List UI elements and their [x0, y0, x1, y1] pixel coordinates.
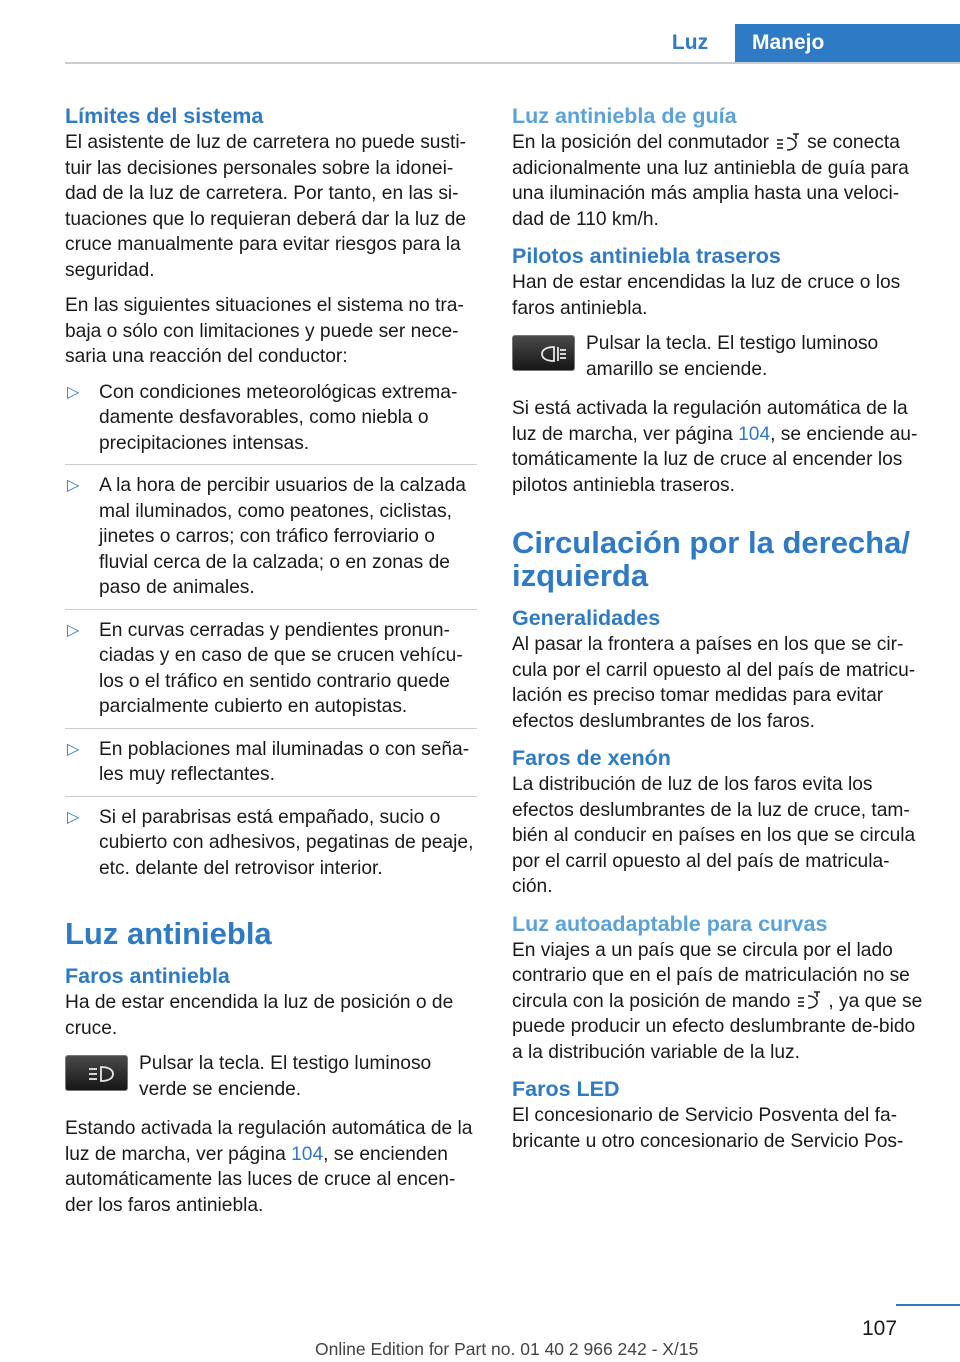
page-link[interactable]: 104 [738, 423, 771, 445]
right-column [512, 102, 927, 1164]
guia-text-b: se conecta adicionalmente una luz antiniebla de guía para una iluminación más amplia hasta una veloci-dad de 110 km/h. [512, 132, 909, 230]
faros-antiniebla-heading: Faros antiniebla [65, 964, 230, 988]
pilotos-p2-text-b: , se enciende au-tomáticamente la luz de cruce al encender los pilotos antiniebla traseros. [512, 423, 918, 496]
list-item [65, 473, 477, 610]
light-switch-icon [796, 990, 822, 1012]
limites-paragraph-2: En las siguientes situaciones el sistema no tra-baja o sólo con limitaciones y puede ser nece-saria una reacción del conductor: [65, 295, 464, 367]
guia-paragraph [512, 130, 927, 232]
curvas-text-b: , ya que se puede producir un efecto deslumbrante de-bido a la distribución variable de la luz. [512, 990, 923, 1063]
triangle-bullet-icon: ▷ [67, 808, 80, 826]
footer-divider [896, 1304, 960, 1306]
rear-fog-key-text: Pulsar la tecla. El testigo luminoso amarillo se enciende. [586, 333, 879, 380]
generalidades-paragraph: Al pasar la frontera a países en los que se cir-cula por el carril opuesto al del país de matricu-lación es preciso tomar medidas para evitar efectos deslumbrantes de los faros. [512, 634, 916, 732]
luz-antiniebla-heading: Luz antiniebla [65, 916, 272, 951]
header-tabs [645, 24, 960, 62]
circulacion-heading: Circulación por la derecha/ izquierda [512, 525, 910, 593]
led-heading: Faros LED [512, 1077, 620, 1101]
footer-edition: Online Edition for Part no. 01 40 2 966 242 - X/15 [315, 1339, 699, 1359]
guia-text-a: En la posición del conmutador [512, 132, 770, 153]
list-item-text: En curvas cerradas y pendientes pronun-ciadas y en caso de que se crucen vehícu-los o el tráfico en sentido contrario quede parcialmente cubierto en autopistas. [99, 619, 463, 717]
list-item [65, 380, 477, 466]
list-item-text: Con condiciones meteorológicas extrema-damente desfavorables, como niebla o precipitaciones intensas. [99, 381, 458, 454]
rear-fog-light-button[interactable] [512, 335, 575, 371]
triangle-bullet-icon: ▷ [67, 383, 80, 401]
page-link[interactable]: 104 [291, 1143, 324, 1165]
pilotos-heading: Pilotos antiniebla traseros [512, 244, 781, 268]
pilotos-p2-text-a: Si está activada la regulación automática de la luz de marcha, ver página [512, 398, 908, 445]
list-item [65, 805, 477, 890]
list-item-text: En poblaciones mal iluminadas o con seña-les muy reflectantes. [99, 738, 470, 785]
chapter-tab: Manejo [735, 24, 960, 62]
faros-p2-text-b: , se encienden automáticamente las luces de cruce al encen-der los faros antiniebla. [65, 1143, 456, 1216]
list-item [65, 737, 477, 797]
list-item-text: A la hora de percibir usuarios de la calzada mal iluminados, como peatones, ciclistas, jinetes o carros; con tráfico ferroviario o fluvial cerca de la calzada; o en zonas de paso de animales. [99, 475, 466, 598]
limitations-list [65, 380, 477, 890]
curvas-heading: Luz autoadaptable para curvas [512, 911, 828, 936]
front-fog-light-button[interactable] [65, 1055, 128, 1091]
led-paragraph: El concesionario de Servicio Posventa del fa-bricante u otro concesionario de Servicio Pos- [512, 1105, 904, 1152]
rear-fog-light-icon [534, 343, 568, 365]
left-column [65, 102, 477, 1228]
list-item [65, 618, 477, 729]
guia-heading: Luz antiniebla de guía [512, 104, 737, 128]
page-number: 107 [862, 1317, 898, 1340]
list-item-text: Si el parabrisas está empañado, sucio o cubierto con adhesivos, pegatinas de peaje, etc. delante del retrovisor interior. [99, 806, 474, 879]
front-fog-key-row [65, 1051, 477, 1102]
front-fog-key-text: Pulsar la tecla. El testigo luminoso verde se enciende. [139, 1053, 432, 1100]
triangle-bullet-icon: ▷ [67, 740, 80, 758]
triangle-bullet-icon: ▷ [67, 477, 80, 494]
curvas-text-a: En viajes a un país que se circula por el lado contrario que en el país de matriculación no se circula con la posición de mando [512, 939, 910, 1012]
pilotos-paragraph-2 [512, 396, 927, 498]
faros-p2-text-a: Estando activada la regulación automática de la luz de marcha, ver página [65, 1118, 473, 1165]
rear-fog-key-row [512, 331, 927, 382]
faros-paragraph-2 [65, 1116, 477, 1218]
front-fog-light-icon [87, 1063, 121, 1085]
faros-paragraph-1: Ha de estar encendida la luz de posición o de cruce. [65, 992, 454, 1039]
limites-heading: Límites del sistema [65, 104, 264, 128]
xenon-heading: Faros de xenón [512, 746, 671, 770]
header-divider [65, 62, 960, 64]
curvas-paragraph [512, 938, 927, 1066]
pilotos-paragraph-1: Han de estar encendidas la luz de cruce o los faros antiniebla. [512, 272, 901, 319]
triangle-bullet-icon: ▷ [67, 621, 80, 639]
limites-paragraph-1: El asistente de luz de carretera no puede susti-tuir las decisiones personales sobre la idonei-dad de la luz de carretera. Por tanto, en las si-tuaciones que lo requieran deberá dar la luz de cruce manualmente para evitar riesgos para la seguridad. [65, 132, 467, 281]
section-tab: Luz [671, 31, 709, 54]
xenon-paragraph: La distribución de luz de los faros evita los efectos deslumbrantes de la luz de cruce, tam-bién al conducir en países en los que se circula por el carril opuesto al del país de matricula-ción. [512, 774, 916, 897]
generalidades-heading: Generalidades [512, 606, 661, 630]
light-switch-icon [775, 132, 801, 154]
